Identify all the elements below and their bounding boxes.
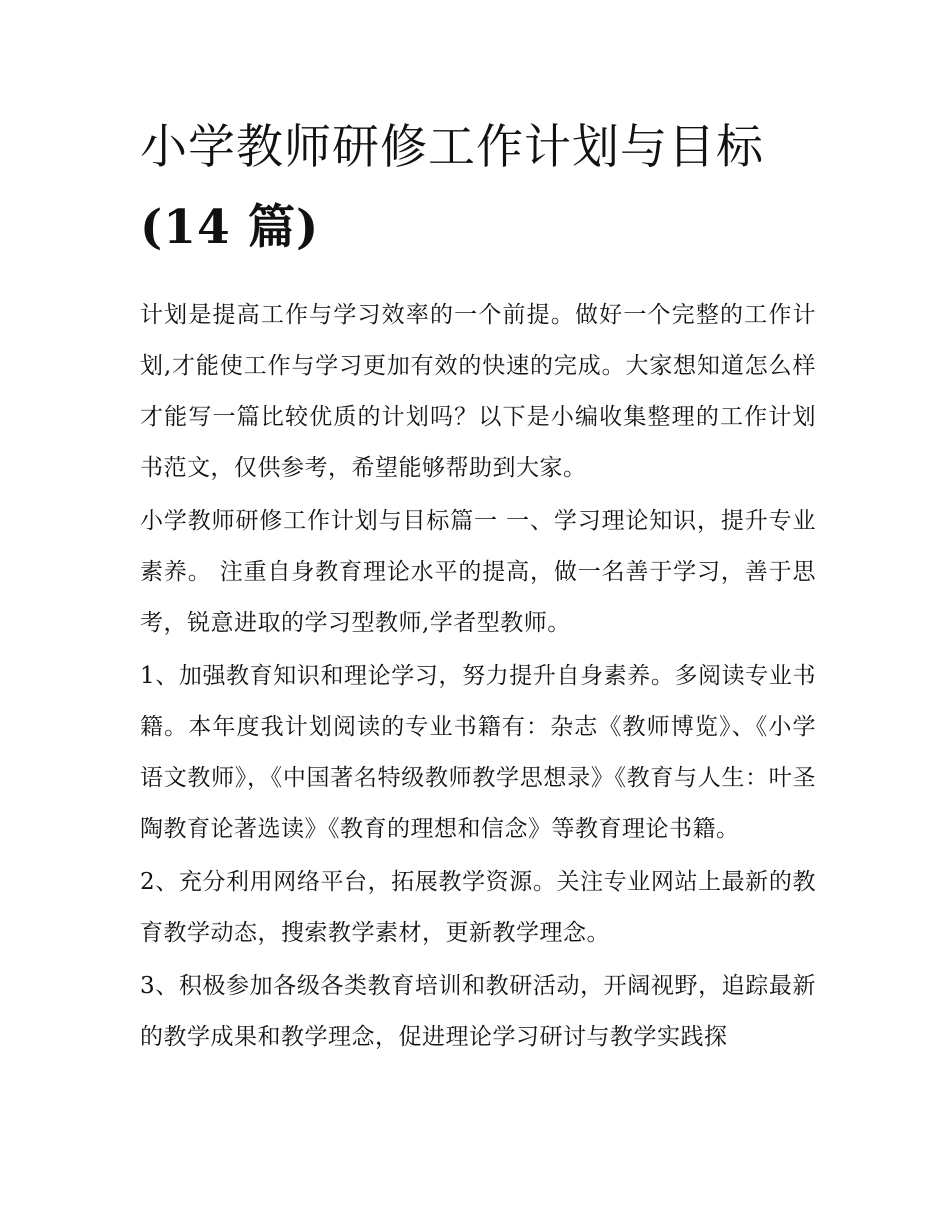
- title-line-2: (14 篇): [140, 200, 320, 255]
- paragraph-item-2: 2、充分利用网络平台，拓展教学资源。关注专业网站上最新的教育教学动态，搜索教学素材，更新教学理念。: [140, 869, 816, 946]
- paragraph-section-one: 小学教师研修工作计划与目标篇一 一、学习理论知识，提升专业素养。 注重自身教育理论水平的提高，做一名善于学习，善于思考，锐意进取的学习型教师,学者型教师。: [140, 508, 816, 636]
- document-body: [140, 290, 816, 1063]
- paragraph-intro: 计划是提高工作与学习效率的一个前提。做好一个完整的工作计划,才能使工作与学习更加有效的快速的完成。大家想知道怎么样才能写一篇比较优质的计划吗？以下是小编收集整理的工作计划书范文，仅供参考，希望能够帮助到大家。: [140, 302, 816, 481]
- paragraph-item-3: 3、积极参加各级各类教育培训和教研活动，开阔视野，追踪最新的教学成果和教学理念，促进理论学习研讨与教学实践探: [140, 973, 816, 1050]
- document-title: [140, 108, 816, 268]
- paragraph-item-1: 1、加强教育知识和理论学习，努力提升自身素养。多阅读专业书籍。本年度我计划阅读的专业书籍有：杂志《教师博览》、《小学语文教师》，《中国著名特级教师教学思想录》《教育与人生：叶圣陶教育论著选读》《教育的理想和信念》等教育理论书籍。: [140, 663, 816, 842]
- title-line-1: 小学教师研修工作计划与目标: [140, 120, 764, 175]
